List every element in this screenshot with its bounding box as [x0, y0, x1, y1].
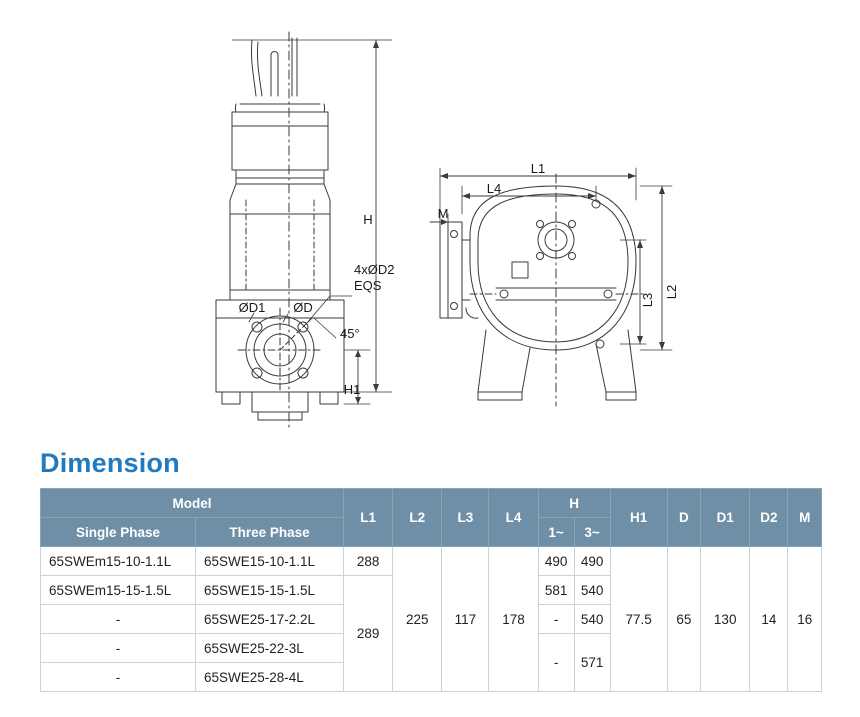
- label-eqs: EQS: [354, 278, 382, 293]
- cell-h-1phase: 581: [538, 576, 574, 605]
- label-l4: L4: [486, 181, 502, 196]
- dimension-table-wrapper: [40, 488, 822, 692]
- cell-h-3phase: 540: [574, 576, 610, 605]
- cell-single-phase: -: [41, 605, 196, 634]
- cell-three-phase: 65SWE25-22-3L: [196, 634, 344, 663]
- label-l3: L3: [640, 292, 655, 308]
- cell-m: 16: [788, 547, 822, 692]
- cell-h-1phase: -: [538, 605, 574, 634]
- cell-single-phase: 65SWEm15-10-1.1L: [41, 547, 196, 576]
- cell-h1: 77.5: [610, 547, 667, 692]
- table-body: [41, 547, 822, 692]
- header-l2: L2: [393, 489, 442, 547]
- cell-three-phase: 65SWE25-17-2.2L: [196, 605, 344, 634]
- header-d2: D2: [750, 489, 788, 547]
- cell-l1: 289: [344, 576, 393, 692]
- cell-three-phase: 65SWE15-15-1.5L: [196, 576, 344, 605]
- cell-l4: 178: [489, 547, 538, 692]
- header-single-phase: Single Phase: [41, 518, 196, 547]
- header-d: D: [667, 489, 701, 547]
- label-l1: L1: [530, 161, 546, 176]
- cell-l2: 225: [393, 547, 442, 692]
- header-model: Model: [41, 489, 344, 518]
- header-d1: D1: [701, 489, 750, 547]
- cell-d2: 14: [750, 547, 788, 692]
- cell-h-1phase: -: [538, 634, 574, 692]
- label-l2: L2: [664, 284, 679, 300]
- label-m: M: [437, 206, 449, 221]
- cell-single-phase: 65SWEm15-15-1.5L: [41, 576, 196, 605]
- cell-h-3phase: 571: [574, 634, 610, 692]
- page-title: Dimension: [40, 448, 180, 478]
- table-row: [41, 547, 822, 576]
- header-h: H: [538, 489, 610, 518]
- label-d1: ØD1: [238, 300, 266, 315]
- cell-h-3phase: 540: [574, 605, 610, 634]
- label-angle: 45°: [340, 326, 360, 341]
- dimension-table: [40, 488, 822, 692]
- cell-l1: 288: [344, 547, 393, 576]
- header-l4: L4: [489, 489, 538, 547]
- cell-three-phase: 65SWE25-28-4L: [196, 663, 344, 692]
- cell-three-phase: 65SWE15-10-1.1L: [196, 547, 344, 576]
- header-h-3phase: 3~: [574, 518, 610, 547]
- table-header: [41, 489, 822, 547]
- header-l1: L1: [344, 489, 393, 547]
- cell-h-1phase: 490: [538, 547, 574, 576]
- cell-single-phase: -: [41, 663, 196, 692]
- cell-h-3phase: 490: [574, 547, 610, 576]
- header-h-1phase: 1~: [538, 518, 574, 547]
- cell-d1: 130: [701, 547, 750, 692]
- table-header-row-1: [41, 489, 822, 518]
- header-three-phase: Three Phase: [196, 518, 344, 547]
- label-d: ØD: [293, 300, 313, 315]
- label-h: H: [363, 212, 373, 227]
- header-l3: L3: [442, 489, 489, 547]
- cell-d: 65: [667, 547, 701, 692]
- label-4xd2: 4xØD2: [354, 262, 395, 277]
- cell-l3: 117: [442, 547, 489, 692]
- label-h1: H1: [343, 382, 361, 397]
- header-m: M: [788, 489, 822, 547]
- cell-single-phase: -: [41, 634, 196, 663]
- header-h1: H1: [610, 489, 667, 547]
